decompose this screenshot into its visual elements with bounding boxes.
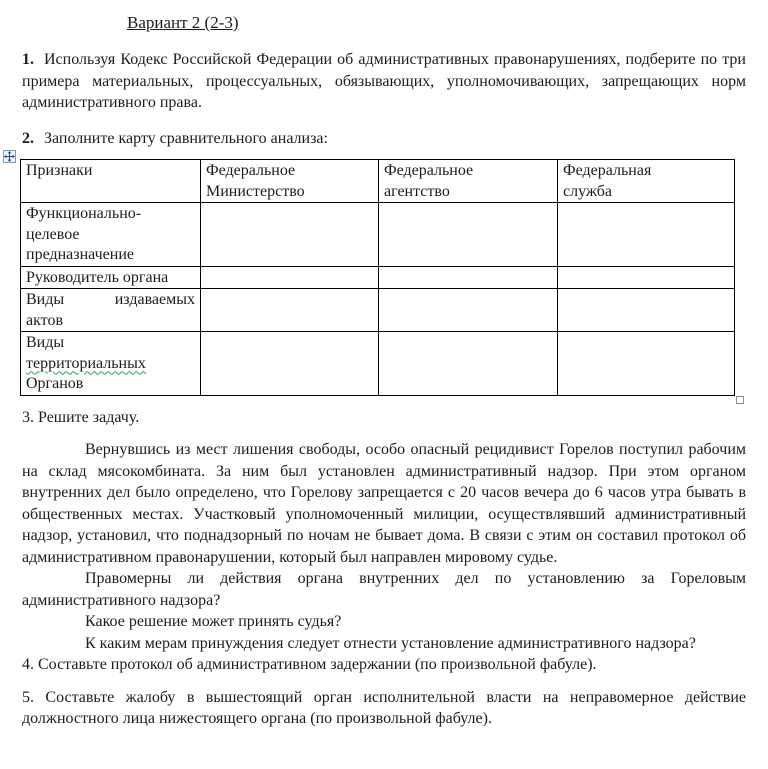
task3-question-3: К каким мерам принуждения следует отнести установление административного надзора? xyxy=(85,634,696,652)
table-cell-empty[interactable] xyxy=(558,266,735,289)
row-label-line: целевое xyxy=(26,225,80,243)
header-cell-sluzhba xyxy=(558,160,735,203)
table-row-territorial-bodies xyxy=(21,332,735,396)
table-cell-empty[interactable] xyxy=(558,289,735,332)
table-cell-empty[interactable] xyxy=(201,266,379,289)
row-label-word: Виды xyxy=(26,291,65,308)
header-text: Федеральное xyxy=(384,162,474,179)
comparison-table-container xyxy=(20,159,734,396)
header-cell-ministerstvo xyxy=(201,160,379,203)
task1-number: 1. xyxy=(22,51,34,68)
row-label-line: Руководитель органа xyxy=(26,268,169,286)
task5-paragraph: 5. Составьте жалобу в вышестоящий орган исполнительной власти на неправомерное действие должностного лица нижестоящего органа (по произвольной фабуле). xyxy=(22,688,746,727)
row-label-cell xyxy=(21,203,201,267)
header-text: агентство xyxy=(384,182,450,200)
row-label-line: актов xyxy=(26,311,63,329)
row-label-cell xyxy=(21,332,201,396)
task3-question-1: Правомерны ли действия органа внутренних дел по установлению за Гореловым административного надзора? xyxy=(22,570,746,609)
header-text: Федеральная xyxy=(563,162,652,179)
task2-text: Заполните карту сравнительного анализа: xyxy=(44,129,328,147)
header-cell-priznaki xyxy=(21,160,201,203)
row-label-line: Виды xyxy=(26,334,65,351)
task2-paragraph xyxy=(22,128,746,150)
table-cell-empty[interactable] xyxy=(379,266,558,289)
table-row-functional-purpose xyxy=(21,203,735,267)
header-text: служба xyxy=(563,182,612,200)
table-cell-empty[interactable] xyxy=(558,332,735,396)
row-label-cell xyxy=(21,289,201,332)
header-text: Признаки xyxy=(26,162,93,179)
row-label-line xyxy=(26,290,195,311)
row-label-cell xyxy=(21,266,201,289)
table-cell-empty[interactable] xyxy=(558,203,735,267)
table-cell-empty[interactable] xyxy=(201,203,379,267)
table-cell-empty[interactable] xyxy=(201,289,379,332)
move-arrows-icon xyxy=(4,151,15,162)
task1-text: Используя Кодекс Российской Федерации об административных правонарушениях, подберите по три примера материальных, процессуальных, обязывающих, уполномочивающих, запрещающих норм административного права. xyxy=(22,51,746,111)
header-cell-agentstvo xyxy=(379,160,558,203)
row-label-line: предназначение xyxy=(26,246,134,263)
header-text: Федеральное xyxy=(206,162,296,179)
comparison-table xyxy=(20,159,735,396)
grammar-check-underlined-word: территориальных xyxy=(26,354,146,372)
task4-paragraph: 4. Составьте протокол об административном задержании (по произвольной фабуле). xyxy=(22,656,597,673)
table-row-head-of-body xyxy=(21,266,735,289)
task1-paragraph xyxy=(22,49,746,114)
task3-heading: 3. Решите задачу. xyxy=(22,408,140,426)
table-cell-empty[interactable] xyxy=(379,203,558,267)
task3-story-paragraph: Вернувшись из мест лишения свободы, особо опасный рецидивист Горелов поступил рабочим на склад мясокомбината. За ним был установлен административный надзор. При этом органом внутренних дел было определено, что Горелову запрещается с 20 часов вечера до 6 часов утра бывать в общественных местах. Участковый уполномоченный милиции, осуществлявший административный надзор, установил, что поднадзорный по ночам не бывает дома. В связи с этим он составил протокол об административном правонарушении, который был направлен мировому судье. xyxy=(22,441,746,566)
row-label-word: издаваемых xyxy=(114,291,195,308)
table-cell-empty[interactable] xyxy=(379,332,558,396)
page-title: Вариант 2 (2-3) xyxy=(127,13,239,32)
row-label-line: Органов xyxy=(26,375,84,392)
task3-question-2: Какое решение может принять судья? xyxy=(85,613,342,630)
table-resize-handle[interactable] xyxy=(736,396,744,404)
header-text: Министерство xyxy=(206,182,305,200)
table-row-act-types xyxy=(21,289,735,332)
row-label-line: Функционально- xyxy=(26,205,142,222)
table-cell-empty[interactable] xyxy=(379,289,558,332)
table-header-row xyxy=(21,160,735,203)
table-cell-empty[interactable] xyxy=(201,332,379,396)
task2-number: 2. xyxy=(22,129,34,147)
table-move-handle[interactable] xyxy=(3,150,16,163)
